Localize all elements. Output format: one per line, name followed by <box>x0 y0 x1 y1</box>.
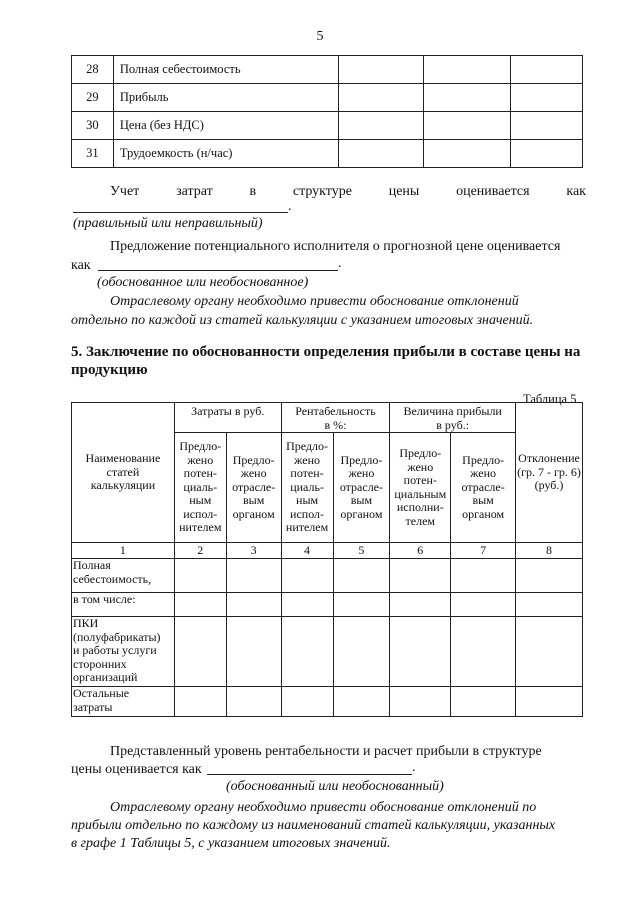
empty-cell <box>333 687 390 717</box>
kak-word: как <box>71 258 91 273</box>
cell-text-line: испол- <box>290 506 325 521</box>
table-caption: Таблица 5 <box>523 392 577 406</box>
cell-text-line: потен- <box>290 466 324 481</box>
section-heading: 5. Заключение по обоснованности определения прибыли в составе цены на <box>71 344 581 360</box>
cell-text-line: жено <box>187 452 214 467</box>
empty-cell <box>281 687 333 717</box>
header-industry-body <box>333 433 390 543</box>
empty-cell <box>174 687 226 717</box>
word: оценивается <box>456 184 530 199</box>
empty-cell <box>333 617 390 687</box>
table-row <box>72 687 583 717</box>
column-number: 8 <box>516 543 583 559</box>
empty-cell <box>390 687 451 717</box>
empty-cell <box>281 559 333 593</box>
header-profit-value <box>390 403 516 433</box>
empty-cell <box>423 56 510 84</box>
cell-text-line: жено <box>348 466 375 481</box>
empty-cell <box>226 617 281 687</box>
empty-cell <box>226 559 281 593</box>
cell-text-line: Наименование <box>85 451 161 466</box>
empty-cell <box>510 140 582 168</box>
cell-text-line: Величина прибыли <box>403 404 502 418</box>
cell-text-line: себестоимость, <box>73 571 152 586</box>
table-row <box>72 593 583 617</box>
cell-text-line: Предло- <box>232 452 275 467</box>
word: как <box>566 184 586 199</box>
column-number: 1 <box>72 543 175 559</box>
cell-text-line: органом <box>462 506 505 521</box>
empty-cell <box>281 593 333 617</box>
justification-note: отдельно по каждой из статей калькуляции с указанием итоговых значений. <box>71 313 534 328</box>
word: в <box>249 184 257 199</box>
cell-text-line: вым <box>243 493 265 508</box>
column-number: 3 <box>226 543 281 559</box>
empty-cell <box>174 559 226 593</box>
profit-justification-note: Отраслевому органу необходимо привести обоснование отклонений по <box>110 800 537 815</box>
cell-text-line: Рентабельность <box>295 404 376 418</box>
cell-text-line: Отклонение <box>518 451 580 466</box>
cell-text-line: ным <box>189 493 212 508</box>
item-name: Цена (без НДС) <box>113 112 338 140</box>
empty-cell <box>510 56 582 84</box>
header-potential-contractor <box>174 433 226 543</box>
cell-text-line: статей <box>106 464 140 479</box>
item-name <box>72 593 175 617</box>
answer-blank <box>98 270 338 271</box>
empty-cell <box>451 559 516 593</box>
page-number: 5 <box>316 29 324 44</box>
header-potential-contractor <box>390 433 451 543</box>
empty-cell <box>510 112 582 140</box>
profitability-statement: цены оценивается как <box>71 762 202 777</box>
cell-text-line: Предло- <box>399 446 442 460</box>
cell-text-line: вым <box>472 493 494 508</box>
cell-text-line: жено <box>407 459 434 474</box>
row-number: 31 <box>72 140 114 168</box>
row-number: 29 <box>72 84 114 112</box>
answer-blank <box>207 774 412 775</box>
profit-justification-note: в графе 1 Таблицы 5, с указанием итоговых значений. <box>71 836 391 851</box>
cell-text-line: в руб.: <box>436 417 470 432</box>
empty-cell <box>516 617 583 687</box>
word: цены <box>388 184 420 199</box>
cell-text-line: сторонних <box>73 656 127 671</box>
cost-accounting-statement <box>110 182 586 201</box>
section-heading: продукцию <box>71 362 148 378</box>
empty-cell <box>451 593 516 617</box>
profit-justification-note: прибыли отдельно по каждому из наименований статей калькуляции, указанных <box>71 818 556 833</box>
empty-cell <box>516 593 583 617</box>
cell-text-line: жено <box>240 466 267 481</box>
table-row <box>72 112 583 140</box>
cell-text-line: органом <box>232 506 275 521</box>
price-proposal-statement: Предложение потенциального исполнителя о прогнозной цене оценивается <box>110 239 561 254</box>
word: структуре <box>292 184 352 199</box>
cell-text-line: потен- <box>183 466 217 481</box>
cell-text-line: испол- <box>183 506 218 521</box>
period: . <box>338 256 342 271</box>
header-industry-body <box>451 433 516 543</box>
cell-text-line: отрасле- <box>461 479 505 494</box>
cell-text-line: вым <box>350 493 373 508</box>
column-number: 7 <box>451 543 516 559</box>
header-potential-contractor <box>281 433 333 543</box>
empty-cell <box>339 84 424 112</box>
table-row <box>72 140 583 168</box>
empty-cell <box>174 593 226 617</box>
period: . <box>412 760 416 775</box>
row-number: 30 <box>72 112 114 140</box>
period: . <box>288 199 292 214</box>
cell-text-line: жено <box>294 452 320 467</box>
cell-text-line: (руб.) <box>534 478 564 493</box>
table-row <box>72 617 583 687</box>
cell-text-line: калькуляции <box>90 478 156 493</box>
empty-cell <box>339 112 424 140</box>
cell-text-line: Остальные <box>73 686 130 700</box>
table-row <box>72 84 583 112</box>
header-deviation <box>516 403 583 543</box>
cell-text-line: организаций <box>73 670 138 684</box>
table-row <box>72 56 583 84</box>
empty-cell <box>451 617 516 687</box>
header-industry-body <box>226 433 281 543</box>
table-row <box>72 559 583 593</box>
header-profitability <box>281 403 390 433</box>
price-proposal-hint: (обоснованное или необоснованное) <box>97 275 309 290</box>
empty-cell <box>451 687 516 717</box>
justification-note: Отраслевому органу необходимо привести обоснование отклонений <box>110 294 519 309</box>
empty-cell <box>174 617 226 687</box>
column-number: 2 <box>174 543 226 559</box>
empty-cell <box>516 687 583 717</box>
cell-text-line: циаль- <box>290 479 324 494</box>
empty-cell <box>226 593 281 617</box>
cell-text-line: в том числе: <box>73 592 136 606</box>
word: затрат <box>176 184 213 199</box>
cell-text-line: отрасле- <box>339 479 384 494</box>
item-name: Трудоемкость (н/час) <box>113 140 338 168</box>
row-number: 28 <box>72 56 114 84</box>
cell-text-line: ным <box>296 493 319 508</box>
cell-text-line: (гр. 7 - гр. 6) <box>517 464 581 479</box>
item-name: Полная себестоимость <box>113 56 338 84</box>
cell-text-line: Предло- <box>462 452 505 467</box>
empty-cell <box>390 617 451 687</box>
column-number: 6 <box>390 543 451 559</box>
empty-cell <box>510 84 582 112</box>
answer-blank <box>73 212 288 213</box>
empty-cell <box>423 140 510 168</box>
profitability-hint: (обоснованный или необоснованный) <box>226 779 444 794</box>
cell-text-line: Предло- <box>340 452 383 467</box>
cell-text-line: жено <box>470 466 497 481</box>
cost-accounting-hint: (правильный или неправильный) <box>73 216 263 231</box>
cell-text-line: Полная <box>73 558 111 572</box>
cell-text-line: циальным <box>394 486 447 501</box>
cell-text-line: потен- <box>403 473 437 487</box>
column-number: 5 <box>333 543 390 559</box>
header-item-names <box>72 403 175 543</box>
cell-text-line: Предло- <box>179 439 222 454</box>
cell-text-line: и работы услуги <box>73 643 157 657</box>
empty-cell <box>281 617 333 687</box>
item-name: Прибыль <box>113 84 338 112</box>
cell-text-line: затраты <box>73 699 113 714</box>
profit-justification-table <box>71 402 583 717</box>
cell-text-line: Предло- <box>286 439 329 454</box>
cell-text-line: исполни- <box>396 500 444 514</box>
cell-text-line: телем <box>405 513 436 528</box>
empty-cell <box>339 56 424 84</box>
empty-cell <box>339 140 424 168</box>
header-costs: Затраты в руб. <box>174 403 281 433</box>
empty-cell <box>390 559 451 593</box>
empty-cell <box>516 559 583 593</box>
cell-text-line: отрасле- <box>232 479 276 494</box>
item-name <box>72 687 175 717</box>
empty-cell <box>333 559 390 593</box>
empty-cell <box>226 687 281 717</box>
cell-text-line: нителем <box>179 520 222 535</box>
empty-cell <box>423 112 510 140</box>
cell-text-line: ПКИ <box>73 616 99 630</box>
column-number: 4 <box>281 543 333 559</box>
empty-cell <box>333 593 390 617</box>
empty-cell <box>423 84 510 112</box>
cell-text-line: органом <box>340 506 383 521</box>
cell-text-line: (полуфабрикаты) <box>73 629 161 644</box>
item-name <box>72 617 175 687</box>
cost-table-continuation <box>71 55 583 168</box>
word: Учет <box>110 184 140 199</box>
item-name <box>72 559 175 593</box>
cell-text-line: в %: <box>324 417 347 432</box>
profitability-statement: Представленный уровень рентабельности и расчет прибыли в структуре <box>110 744 542 759</box>
empty-cell <box>390 593 451 617</box>
cell-text-line: циаль- <box>183 479 218 494</box>
cell-text-line: нителем <box>285 520 329 535</box>
